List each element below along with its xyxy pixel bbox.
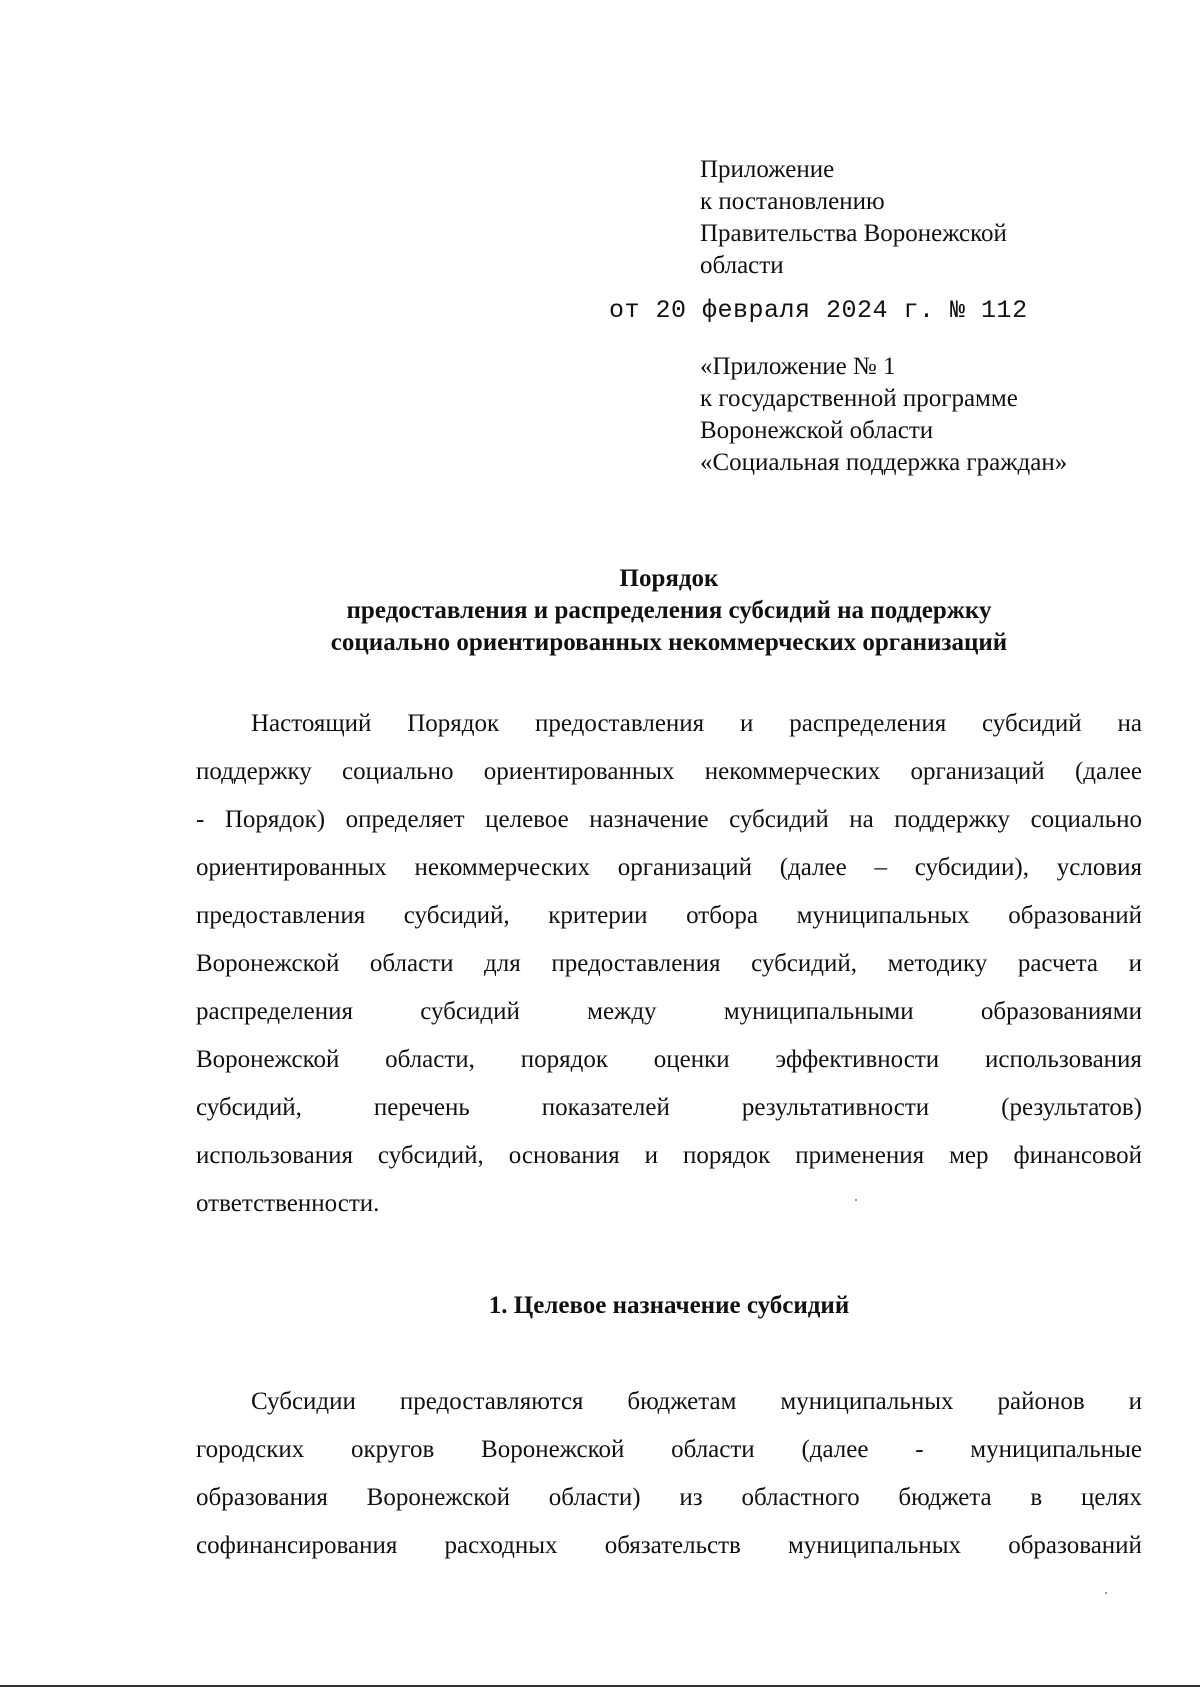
word: предоставляются: [399, 1388, 584, 1415]
program-appendix-line: к государственной программе: [700, 385, 1018, 412]
word: обязательств: [604, 1532, 741, 1559]
paragraph-line: ориентированных некоммерческих организаций (далее – субсидии), условия: [196, 854, 1142, 881]
program-appendix-line: «Социальная поддержка граждан»: [700, 449, 1068, 476]
word: показателей: [541, 1094, 670, 1121]
paragraph-line: ответственности.: [196, 1190, 380, 1217]
paragraph-line: поддержку социально ориентированных некоммерческих организаций (далее: [196, 758, 1142, 785]
word: перечень: [373, 1094, 470, 1121]
word: бюджета: [898, 1484, 992, 1511]
word: области,: [385, 1046, 475, 1073]
word: Настоящий: [251, 710, 372, 737]
word: субсидий: [982, 710, 1082, 737]
word: софинансирования: [196, 1532, 398, 1559]
word: городских: [196, 1436, 305, 1463]
word: эффективности: [775, 1046, 940, 1073]
word: образований: [1008, 1532, 1142, 1559]
paragraph-line: [196, 1084, 1142, 1132]
section-paragraph: [196, 1378, 1142, 1570]
intro-paragraph: [196, 700, 1142, 1228]
word: муниципальные: [970, 1436, 1142, 1463]
word: в: [1030, 1484, 1043, 1511]
section-heading: 1. Целевое назначение субсидий: [488, 1292, 850, 1319]
paragraph-line: [196, 1426, 1142, 1474]
word: районов: [997, 1388, 1085, 1415]
title-line: предоставления и распределения субсидий на поддержку: [346, 597, 992, 624]
word: области: [671, 1436, 755, 1463]
word: целях: [1080, 1484, 1142, 1511]
bottom-edge-rule: [0, 1685, 1200, 1687]
scan-speck: [1105, 1592, 1107, 1594]
paragraph-line: [196, 1378, 1142, 1426]
word: и: [1128, 1388, 1142, 1415]
word: (далее: [801, 1436, 869, 1463]
word: образования: [196, 1484, 328, 1511]
word: оценки: [653, 1046, 730, 1073]
word: -: [915, 1436, 924, 1463]
word: области): [548, 1484, 641, 1511]
word: Воронежской: [366, 1484, 510, 1511]
word: муниципальных: [780, 1388, 954, 1415]
title-line: Порядок: [619, 565, 719, 592]
word: Воронежской: [481, 1436, 625, 1463]
word: субсидий,: [196, 1094, 302, 1121]
document-title: [196, 563, 1142, 659]
resolution-date: от 20 февраля 2024 г. № 112: [609, 296, 1028, 325]
appendix-line: Правительства Воронежской: [700, 220, 1007, 247]
paragraph-line: предоставления субсидий, критерии отбора муниципальных образований: [196, 902, 1142, 929]
word: Порядок: [407, 710, 500, 737]
word: из: [679, 1484, 703, 1511]
word: и: [740, 710, 754, 737]
paragraph-line: [196, 988, 1142, 1036]
word: на: [1117, 710, 1142, 737]
word: порядок: [520, 1046, 608, 1073]
paragraph-line: использования субсидий, основания и порядок применения мер финансовой: [196, 1142, 1142, 1169]
word: муниципальными: [723, 998, 914, 1025]
title-line: социально ориентированных некоммерческих организаций: [330, 629, 1008, 656]
program-appendix-line: «Приложение № 1: [700, 353, 896, 380]
program-appendix-line: Воронежской области: [700, 417, 934, 444]
word: использования: [984, 1046, 1142, 1073]
paragraph-line: - Порядок) определяет целевое назначение субсидий на поддержку социально: [196, 806, 1142, 833]
word: между: [587, 998, 657, 1025]
appendix-header: [700, 154, 1007, 282]
word: Воронежской: [196, 1046, 340, 1073]
word: субсидий: [420, 998, 520, 1025]
word: распределения: [196, 998, 353, 1025]
word: результативности: [741, 1094, 930, 1121]
program-appendix-header: [700, 351, 1067, 479]
appendix-line: области: [700, 252, 784, 279]
word: бюджетам: [627, 1388, 737, 1415]
word: образованиями: [980, 998, 1142, 1025]
appendix-line: Приложение: [700, 156, 835, 183]
word: Субсидии: [251, 1388, 356, 1415]
scan-speck: [855, 1199, 857, 1201]
paragraph-line: [196, 700, 1142, 748]
word: (результатов): [1001, 1094, 1142, 1121]
word: предоставления: [534, 710, 705, 737]
paragraph-line: [196, 1036, 1142, 1084]
word: расходных: [444, 1532, 558, 1559]
word: муниципальных: [787, 1532, 962, 1559]
paragraph-line: Воронежской области для предоставления субсидий, методику расчета и: [196, 950, 1142, 977]
paragraph-line: [196, 1474, 1142, 1522]
word: распределения: [789, 710, 947, 737]
word: округов: [351, 1436, 435, 1463]
paragraph-line: [196, 1522, 1142, 1570]
word: областного: [741, 1484, 860, 1511]
appendix-line: к постановлению: [700, 188, 885, 215]
